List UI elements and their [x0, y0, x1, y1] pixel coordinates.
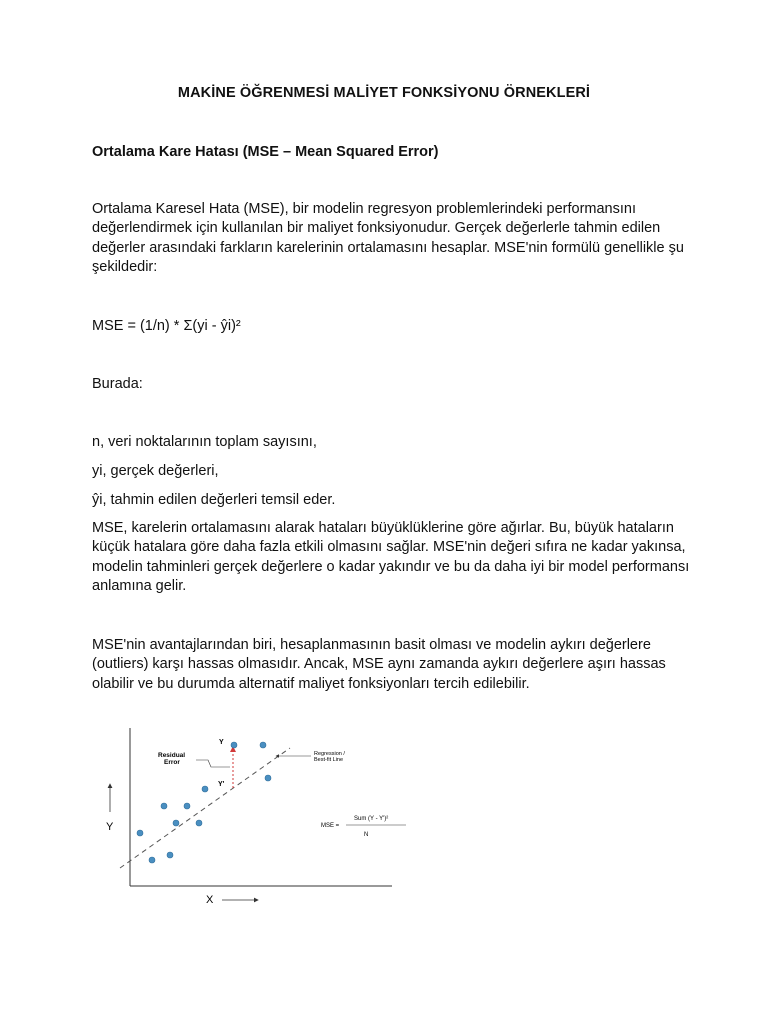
formula-numerator: Sum (Y - Y')² — [354, 816, 389, 822]
page-title: MAKİNE ÖĞRENMESİ MALİYET FONKSİYONU ÖRNEKLERİ — [177, 85, 591, 101]
intro-paragraph: Ortalama Karesel Hata (MSE), bir modelin regresyon problemlerindeki performansını değerlendirmek için kullanılan bir maliyet fonksiyonudur. Gerçek değerlerle tahmin edilen değerler arasındaki farkların karelerinin ortalamasını hesaplar. MSE'nin formülü genellikle şu şekildedir: — [92, 201, 684, 276]
best-fit-label: Best-fit Line — [314, 757, 344, 763]
definition-yhat: ŷi, tahmin edilen değerleri temsil eder. — [92, 492, 336, 508]
data-point — [173, 820, 179, 826]
advantages-paragraph: MSE'nin avantajlarından biri, hesaplanmasının basit olması ve modelin aykırı değerlere (outliers) karşı hassas olmasıdır. Ancak, MSE aynı zamanda aykırı değerlere aşırı hassas olabilir ve bu durumda alternatif maliyet fonksiyonları tercih edilebilir. — [92, 637, 666, 692]
definition-n: n, veri noktalarının toplam sayısını, — [92, 434, 317, 450]
regression-line — [120, 748, 290, 868]
x-axis-label: X — [206, 894, 214, 906]
data-point — [167, 852, 173, 858]
section-heading: Ortalama Kare Hatası (MSE – Mean Squared Error) — [92, 144, 439, 160]
explanation-paragraph: MSE, karelerin ortalamasını alarak hataları büyüklüklerine göre ağırlar. Bu, büyük hataların küçük hatalara göre daha fazla etkili olmasını sağlar. MSE'nin değeri sıfıra ne kadar yakınsa, modelin tahminleri gerçek değerlere o kadar yakındır ve bu da daha iyi bir model performansı anlamına gelir. — [92, 520, 690, 595]
data-point — [184, 803, 190, 809]
data-point — [149, 857, 155, 863]
residual-pointer — [196, 760, 230, 767]
top-y-label: Y — [219, 739, 224, 746]
residual-label: Residual — [158, 752, 186, 759]
data-point — [161, 803, 167, 809]
formula-denominator: N — [364, 832, 369, 838]
error-label: Error — [164, 759, 180, 766]
mse-label: MSE = — [321, 823, 340, 829]
where-label: Burada: — [92, 376, 143, 392]
regression-diagram — [92, 722, 428, 914]
data-point — [231, 742, 237, 748]
mse-formula: MSE = (1/n) * Σ(yi - ŷi)² — [92, 318, 241, 334]
y-hat-label: Y' — [218, 781, 225, 788]
regression-label: Regression / — [314, 751, 345, 757]
data-point — [137, 830, 143, 836]
data-point — [196, 820, 202, 826]
definition-yi: yi, gerçek değerleri, — [92, 463, 219, 479]
data-point — [260, 742, 266, 748]
data-point — [265, 775, 271, 781]
y-axis-label: Y — [106, 821, 114, 833]
regression-figure — [92, 722, 428, 914]
data-point — [202, 786, 208, 792]
